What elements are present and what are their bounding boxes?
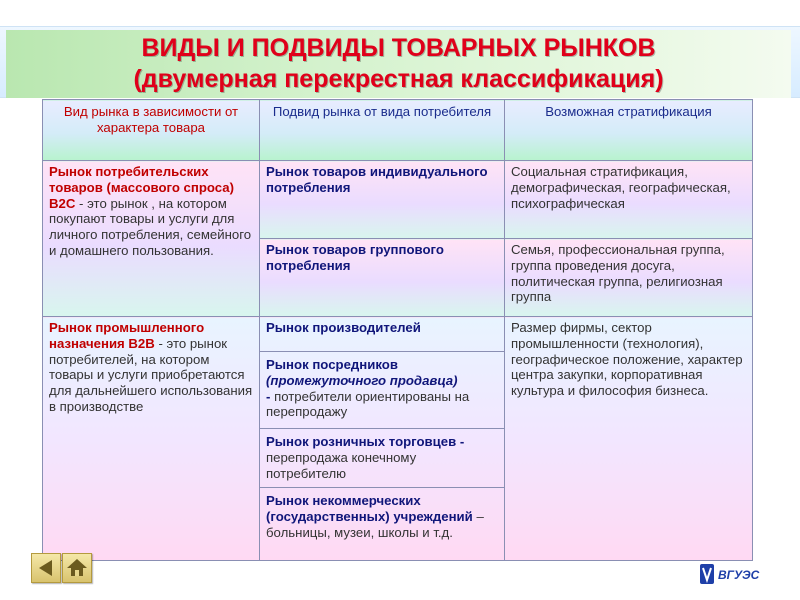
back-arrow-icon <box>32 554 60 582</box>
header-market-type: Вид рынка в зависимости от характера товара <box>43 100 260 161</box>
page-subtitle: (двумерная перекрестная классификация) <box>133 65 664 93</box>
classification-table <box>42 99 753 561</box>
b2b-sub-3: Рынок розничных торговцев - перепродажа конечному потребителю <box>260 428 504 482</box>
b2c-sub-1: Рынок товаров индивидуального потребления <box>266 164 488 195</box>
b2b-sub-2: Рынок посредников (промежуточного продавца) - потребители ориентированы на перепродажу <box>260 351 504 423</box>
home-button[interactable] <box>62 553 92 583</box>
cell-b2c-sub-1 <box>260 161 505 239</box>
cell-b2b-type <box>43 317 260 561</box>
b2c-sub-2: Рынок товаров группового потребления <box>266 242 444 273</box>
cell-b2c-type <box>43 161 260 317</box>
table-row-b2b <box>43 317 753 561</box>
header-stratification: Возможная стратификация <box>505 100 753 161</box>
cell-b2c-strata-2 <box>505 239 753 317</box>
cell-b2c-strata-1 <box>505 161 753 239</box>
b2b-sub-1: Рынок производителей <box>266 320 421 335</box>
svg-text:ВГУЭС: ВГУЭС <box>718 568 760 582</box>
b2c-strata-2: Семья, профессиональная группа, группа проведения досуга, политическая группа, религиозная группа <box>511 242 725 305</box>
vguES-logo-icon <box>698 562 768 586</box>
cell-b2b-strata <box>505 317 753 561</box>
cell-b2c-sub-2 <box>260 239 505 317</box>
b2b-name: Рынок промышленного назначения В2В <box>49 320 205 351</box>
vguES-logo <box>698 562 768 586</box>
table-row-b2c-1 <box>43 161 753 239</box>
b2c-strata-1: Социальная стратификация, демографическая, географическая, психографическая <box>511 164 731 211</box>
b2b-desc: - это рынок потребителей, на котором товары и услуги приобретаются для дальнейшего использования в производстве <box>49 335 253 414</box>
home-icon <box>63 554 91 582</box>
b2b-sub-4: Рынок некоммерческих (государственных) учреждений – больницы, музеи, школы и т.д. <box>260 487 504 540</box>
page-title: ВИДЫ И ПОДВИДЫ ТОВАРНЫХ РЫНКОВ <box>141 34 656 62</box>
cell-b2b-subtypes <box>260 317 505 561</box>
header-subtype: Подвид рынка от вида потребителя <box>260 100 505 161</box>
b2c-name: Рынок потребительских товаров (массового спроса) В2С <box>49 164 235 211</box>
back-button[interactable] <box>31 553 61 583</box>
title-box <box>6 30 791 98</box>
b2c-desc: - это рынок , на котором покупают товары и услуги для личного потребления, семейного и домашнего пользования. <box>49 195 252 258</box>
b2b-strata: Размер фирмы, сектор промышленности (технология), географическое положение, характер центра закупки, корпоративная культура и философия бизнеса. <box>511 320 743 399</box>
table-header-row <box>43 100 753 161</box>
